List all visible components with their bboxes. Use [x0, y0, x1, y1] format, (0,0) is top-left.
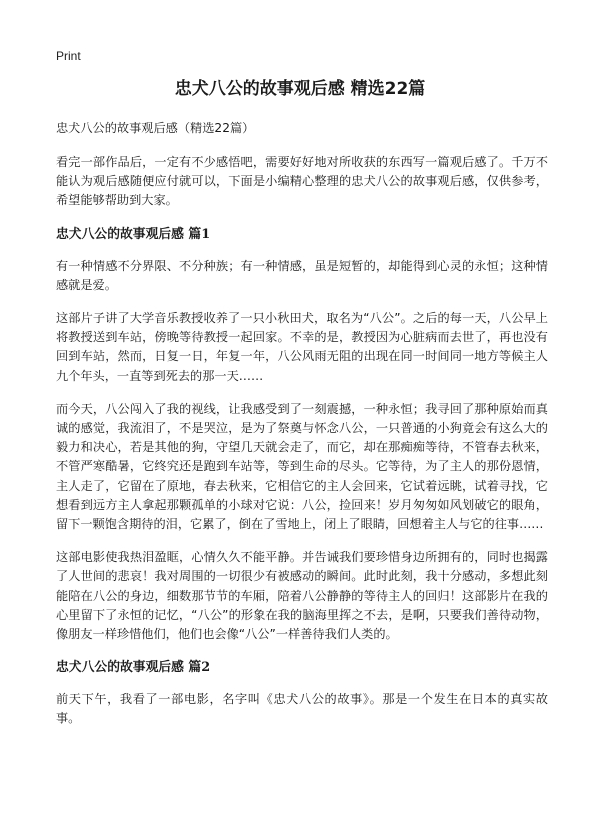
- section-heading: 忠犬八公的故事观后感 篇1: [56, 226, 211, 242]
- paragraph: 而今天，八公闯入了我的视线，让我感受到了一刻震撼，一种永恒；我寻回了那种原始而真诚的感觉，我流泪了，不是哭泣，是为了祭奠与怀念八公，一只普通的小狗竟会有这么大的毅力和决心，若是其他的狗，守望几天就会走了，而它，却在那痴痴等待，不管春去秋来，不管严寒酷暑，它终究还是跑到车站等，等到生命的尽头。它等待，为了主人的那份恩情，主人走了，它留在了原地，春去秋来，它相信它的主人会回来，它试着远眺，试着寻找，它想看到远方主人拿起那颗孤单的小球对它说：八公，捡回来！岁月匆匆如风划破它的眼角，留下一颗饱含期待的泪，它累了，倒在了雪地上，闭上了眼睛，回想着主人与它的往事……: [56, 401, 548, 532]
- document-body: [56, 119, 548, 743]
- paragraph: 前天下午，我看了一部电影，名字叫《忠犬八公的故事》。那是一个发生在日本的真实故事。: [56, 692, 548, 726]
- section-heading: 忠犬八公的故事观后感 篇2: [56, 660, 211, 676]
- paragraph: 这部电影使我热泪盈眶，心情久久不能平静。并告诫我们要珍惜身边所拥有的，同时也揭露了人世间的悲哀！我对周围的一切很少有被感动的瞬间。此时此刻，我十分感动，多想此刻能陪在八公的身边，细数那节节的车厢，陪着八公静静的等待主人的回归！这部影片在我的心里留下了永恒的记忆，“八公”的形象在我的脑海里挥之不去，是啊，只要我们善待动物，像朋友一样珍惜他们，他们也会像“八公”一样善待我们人类的。: [56, 550, 548, 642]
- intro-paragraph: 看完一部作品后，一定有不少感悟吧，需要好好地对所收获的东西写一篇观后感了。千万不能认为观后感随便应付就可以，下面是小编精心整理的忠犬八公的故事观后感，仅供参考，希望能够帮助到大家。: [56, 155, 548, 208]
- paragraph: 有一种情感不分界限、不分种族；有一种情感，虽是短暂的，却能得到心灵的永恒；这种情感就是爱。: [56, 258, 548, 292]
- document-title: 忠犬八公的故事观后感 精选22篇: [174, 79, 426, 99]
- paragraph: 这部片子讲了大学音乐教授收养了一只小秋田犬，取名为“八公”。之后的每一天，八公早上将教授送到车站，傍晚等待教授一起回家。不幸的是，教授因为心脏病而去世了，再也没有回到车站，然而，日复一日，年复一年，八公风雨无阻的出现在同一时间同一地方等候主人九个年头，一直等到死去的那一天……: [56, 311, 548, 383]
- print-link[interactable]: Print: [56, 49, 81, 63]
- document-subtitle: 忠犬八公的故事观后感（精选22篇）: [56, 121, 255, 135]
